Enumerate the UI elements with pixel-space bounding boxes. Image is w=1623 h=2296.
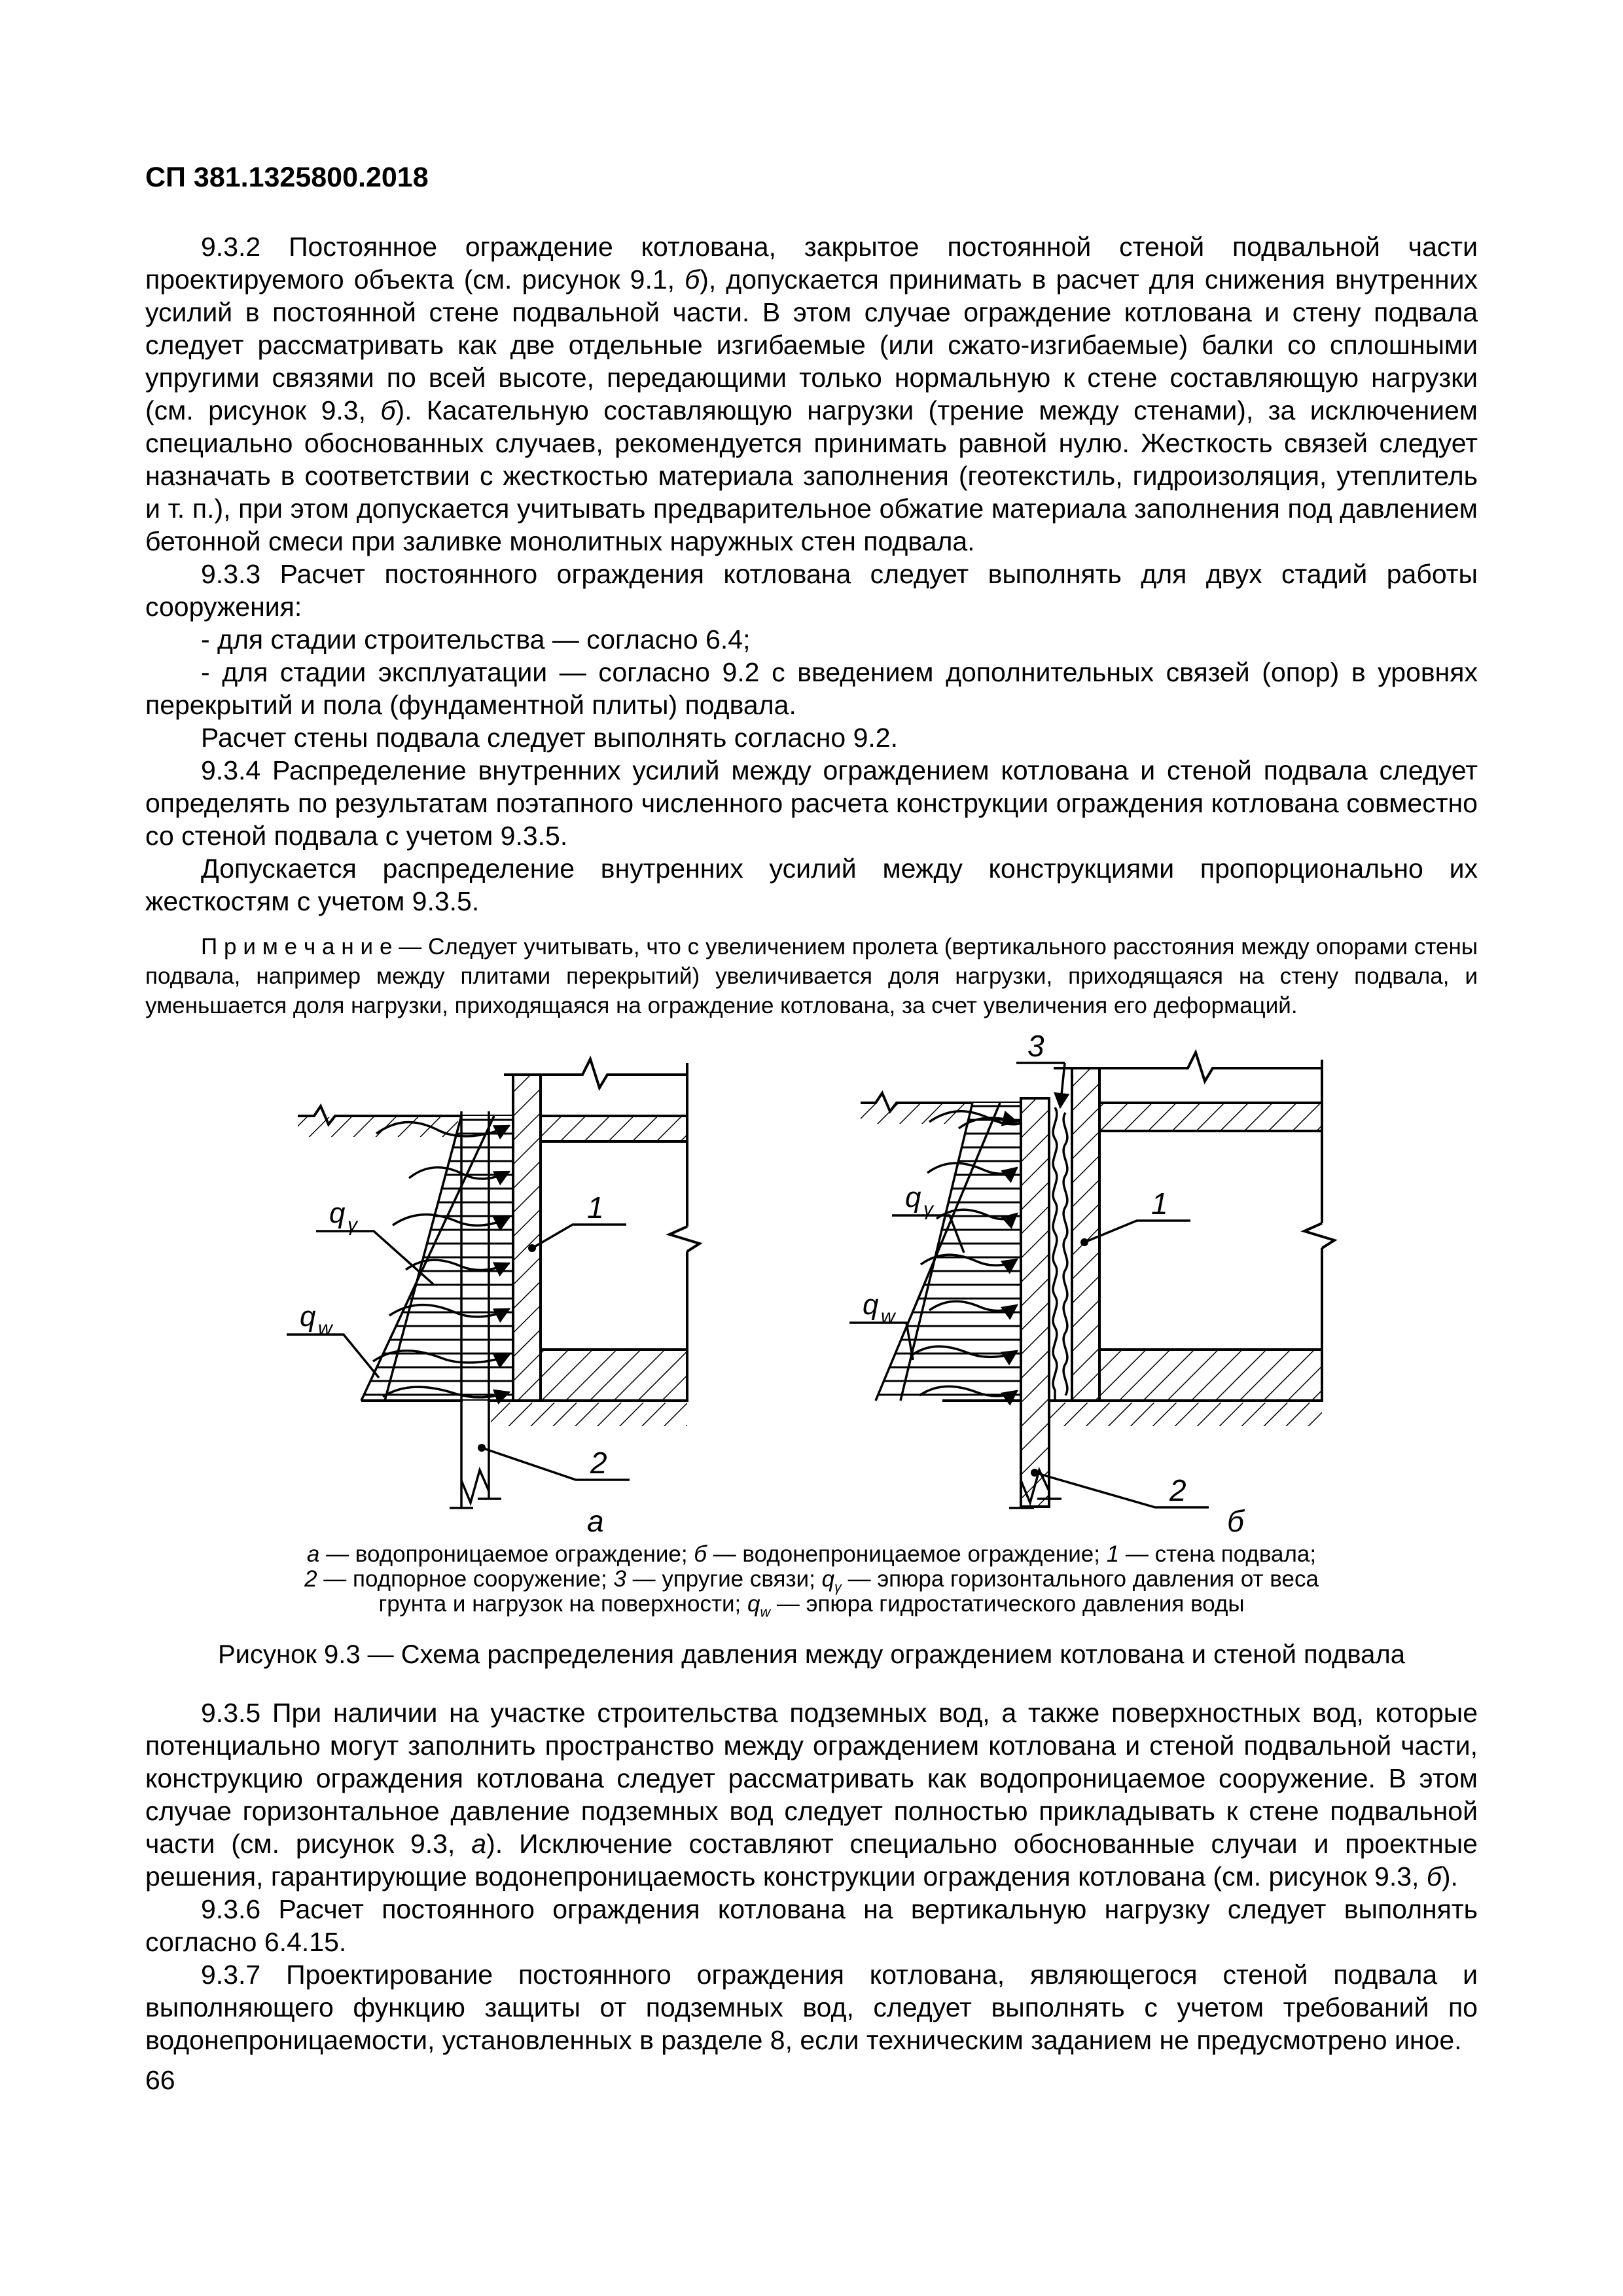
qw-symbol-a: q (300, 1300, 316, 1333)
qw-symbol-b: q (863, 1289, 879, 1321)
top-slab-a (541, 1116, 687, 1141)
callout-2a (478, 1444, 630, 1480)
basement-wall-1b (1072, 1068, 1099, 1401)
paragraph-9-3-6: 9.3.6 Расчет постоянного ограждения котлована на вертикальную нагрузку следует выполнять согласно 6.4.15. (145, 1894, 1478, 1957)
figure-caption (145, 1541, 1478, 1620)
doc-code-header: СП 381.1325800.2018 (145, 162, 429, 193)
paragraph-9-3-3: 9.3.3 Расчет постоянного ограждения котлована следует выполнять для двух стадий работы сооружения: (145, 559, 1478, 622)
label-qw-a (287, 1300, 379, 1378)
text-block-upper (145, 230, 1478, 1019)
paragraph-9-3-3-end: Расчет стены подвала следует выполнять согласно 9.2. (201, 723, 898, 753)
elastic-ties-3 (1053, 1107, 1067, 1401)
page-number: 66 (145, 2065, 175, 2095)
foundation-slab-b (1099, 1350, 1322, 1401)
figure-9-3-drawing (245, 1022, 1397, 1546)
figure-caption-line-3: грунта и нагрузок на поверхности; $q_w$ — эпюра гидростатического давления воды (378, 1591, 1245, 1620)
subfigure-letter-b: б (1227, 1504, 1244, 1538)
list-item-construction-stage: - для стадии строительства — согласно 6.4; (201, 624, 751, 655)
top-slab-b (1099, 1103, 1322, 1131)
label-qgamma-a (316, 1197, 433, 1284)
subfigure-letter-a: а (587, 1504, 604, 1538)
callout-1b-number: 1 (1151, 1187, 1168, 1221)
diagram-b (849, 1029, 1334, 1538)
callout-3-number: 3 (1027, 1029, 1044, 1063)
foundation-slab-a (541, 1350, 687, 1401)
paragraph-9-3-5: 9.3.5 При наличии на участке строительства подземных вод, а также поверхностных вод, которые потенциально могут заполнить пространство между ограждением котлована и стеной подвальной части, конструкцию ограждения котлована следует рассматривать как водопроницаемое сооружение. В этом случае горизонтальное давление подземных вод следует полностью прикладывать к стене подвальной части (см. рисунок 9.3, а). Исключение составляют специально обоснованные случаи и проектные решения, гарантирующие водонепроницаемость конструкции ограждения котлована (см. рисунок 9.3, б). (145, 1698, 1478, 1892)
note-block: П р и м е ч а н и е — Следует учитывать, что с увеличением пролета (вертикального расстояния между опорами стены подвала, например между плитами перекрытий) увеличивается доля нагрузки, приходящаяся на стену подвала, и уменьшается доля нагрузки, приходящаяся на ограждение котлована, за счет увеличения его деформаций. (145, 934, 1478, 1018)
callout-1a (528, 1191, 626, 1252)
qw-sub-b: w (881, 1306, 895, 1327)
paragraph-9-3-4-end: Допускается распределение внутренних усилий между конструкциями пропорционально их жесткостям с учетом 9.3.5. (145, 853, 1478, 916)
paragraph-9-3-7: 9.3.7 Проектирование постоянного ограждения котлована, являющегося стеной подвала и выполняющего функцию защиты от подземных вод, следует выполнять с учетом требований по водонепроницаемости, установленных в разделе 8, если техническим заданием не предусмотрено иное. (145, 1960, 1478, 2055)
text-block-lower (145, 1696, 1478, 2056)
qgamma-sub-b: γ (923, 1198, 933, 1220)
figure-caption-line-2: 2 — подпорное сооружение; 3 — упругие связи; $q_\gamma$ — эпюра горизонтального давления от веса (304, 1566, 1319, 1595)
qw-sub-a: w (318, 1318, 332, 1339)
qgamma-symbol-a: q (329, 1197, 346, 1229)
diagram-a (287, 1059, 700, 1538)
qgamma-symbol-b: q (905, 1181, 921, 1213)
paragraph-9-3-4: 9.3.4 Распределение внутренних усилий между ограждением котлована и стеной подвала следует определять по результатам поэтапного численного расчета конструкции ограждения котлована совместно со стеной подвала с учетом 9.3.5. (145, 755, 1478, 851)
figure-title: Рисунок 9.3 — Схема распределения давления между ограждением котлована и стеной подвала (217, 1640, 1405, 1669)
paragraph-9-3-2: 9.3.2 Постоянное ограждение котлована, закрытое постоянной стеной подвальной части проектируемого объекта (см. рисунок 9.1, б), допускается принимать в расчет для снижения внутренних усилий в постоянной стене подвальной части. В этом случае ограждение котлована и стену подвала следует рассматривать как две отдельные изгибаемые (или сжато-изгибаемые) балки со сплошными упругими связями по всей высоте, передающими только нормальную к стене составляющую нагрузки (см. рисунок 9.3, б). Касательную составляющую нагрузки (трение между стенами), за исключением специально обоснованных случаев, рекомендуется принимать равной нулю. Жесткость связей следует назначать в соответствии с жесткостью материала заполнения (геотекстиль, гидроизоляция, утеплитель и т. п.), при этом допускается учитывать предварительное обжатие материала заполнения под давлением бетонной смеси при заливке монолитных наружных стен подвала. (145, 232, 1478, 556)
figure-9-3 (245, 1022, 1397, 1546)
list-item-exploitation-stage: - для стадии эксплуатации — согласно 9.2 с введением дополнительных связей (опор) в уровнях перекрытий и пола (фундаментной плиты) подвала. (145, 657, 1478, 720)
callout-2a-number: 2 (590, 1446, 607, 1480)
callout-2b-number: 2 (1169, 1473, 1186, 1507)
basement-wall-1a (513, 1075, 541, 1401)
pressure-epure-a (361, 1116, 513, 1401)
qgamma-sub-a: γ (348, 1214, 357, 1236)
callout-1a-number: 1 (587, 1191, 604, 1225)
figure-caption-line-1: а — водопроницаемое ограждение; б — водонепроницаемое ограждение; 1 — стена подвала; (306, 1541, 1317, 1567)
callout-2b (1031, 1469, 1209, 1507)
